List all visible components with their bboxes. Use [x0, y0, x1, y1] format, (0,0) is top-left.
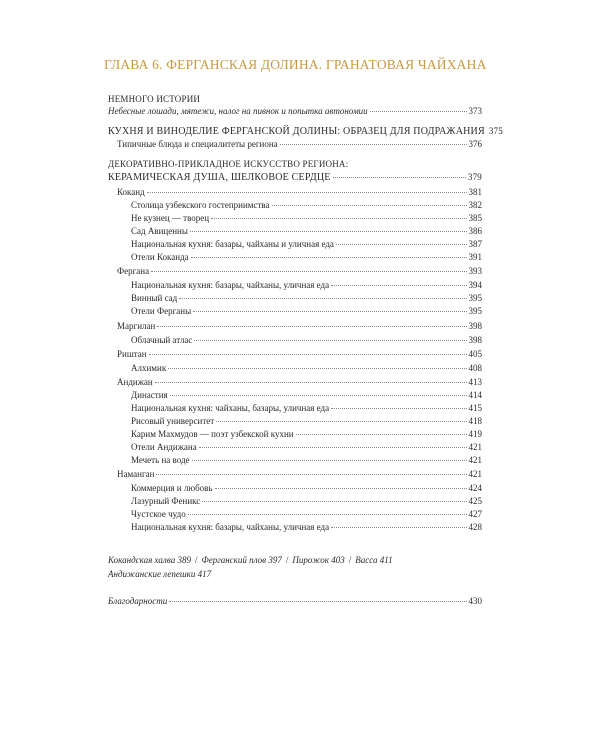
dot-leader: [157, 326, 466, 327]
toc-entry-title: Андижан: [117, 377, 153, 387]
toc-entry-title: Столица узбекского гостеприимства: [131, 200, 270, 210]
recipe-link[interactable]: Ферганский плов 397: [201, 555, 282, 565]
dot-leader: [155, 382, 467, 383]
toc-entry-page: 425: [468, 496, 482, 506]
toc-entry[interactable]: [131, 333, 482, 347]
dot-leader: [202, 501, 466, 502]
toc-entry[interactable]: [131, 388, 482, 402]
toc-entry-page: 395: [468, 306, 482, 316]
toc-entry-page: 427: [468, 509, 482, 519]
toc-entry-title: Сад Авиценны: [131, 226, 188, 236]
dot-leader: [216, 421, 466, 422]
toc-entry[interactable]: [131, 291, 482, 305]
toc-entry-page: 428: [468, 522, 482, 532]
toc-entry[interactable]: [131, 224, 482, 238]
toc-entry-title: Типичные блюда и специалитеты региона: [117, 139, 278, 149]
toc-entry-page: 373: [468, 106, 482, 116]
toc-entry-page: 387: [468, 239, 482, 249]
toc-entry[interactable]: [131, 304, 482, 318]
toc-entry-title: Мечеть на воде: [131, 455, 190, 465]
toc-entry-title: Облачный атлас: [131, 335, 193, 345]
dot-leader: [170, 395, 467, 396]
dot-leader: [156, 474, 466, 475]
toc-entry-title: Чустское чудо: [131, 509, 186, 519]
recipe-link[interactable]: Васса 411: [355, 555, 393, 565]
toc-entry-title: Национальная кухня: чайханы, базары, уличная еда: [131, 403, 330, 413]
toc-entry-title: Небесные лошади, мятежи, налог на пивнок и попытка автономии: [108, 106, 368, 116]
toc-entry-title: Фергана: [117, 266, 150, 276]
toc-entry-title: КЕРАМИЧЕСКАЯ ДУША, ШЕЛКОВОЕ СЕРДЦЕ: [108, 172, 331, 183]
toc-entry[interactable]: [117, 137, 482, 151]
toc-entry-page: 393: [468, 266, 482, 276]
toc-entry[interactable]: [131, 481, 482, 495]
toc-city-entry[interactable]: [117, 467, 482, 481]
toc-city-entry[interactable]: [117, 375, 482, 389]
dot-leader: [179, 298, 466, 299]
toc-entry-page: 421: [468, 442, 482, 452]
toc-entry-page: 386: [468, 226, 482, 236]
toc-entry-title: Национальная кухня: базары, чайханы, уличная еда: [131, 280, 330, 290]
dot-leader: [370, 111, 467, 112]
toc-entry[interactable]: [131, 520, 482, 534]
toc-entry[interactable]: [131, 250, 482, 264]
dot-leader: [199, 447, 467, 448]
dot-leader: [190, 231, 467, 232]
toc-entry-title: Коканд: [117, 187, 145, 197]
toc-entry[interactable]: [131, 278, 482, 292]
dot-leader: [272, 205, 467, 206]
chapter-title: ГЛАВА 6. ФЕРГАНСКАЯ ДОЛИНА. ГРАНАТОВАЯ ЧАЙХАНА: [104, 57, 487, 72]
toc-entry-page: 405: [468, 349, 482, 359]
toc-city-entry[interactable]: [117, 347, 482, 361]
toc-entry-title: Национальная кухня: базары, чайханы и уличная еда: [131, 239, 334, 249]
toc-entry[interactable]: [131, 198, 482, 212]
toc-entry-title: Коммерция и любовь: [131, 483, 213, 493]
dot-leader: [188, 514, 467, 515]
dot-leader: [192, 460, 467, 461]
toc-entry-title: Отели Коканда: [131, 252, 189, 262]
dot-leader: [211, 218, 466, 219]
toc-entry-title: Отели Ферганы: [131, 306, 192, 316]
toc-entry-page: 376: [468, 139, 482, 149]
toc-entry-page: 415: [468, 403, 482, 413]
toc-entry[interactable]: [131, 427, 482, 441]
dot-leader: [280, 144, 467, 145]
dot-leader: [149, 354, 467, 355]
dot-leader: [191, 257, 467, 258]
dot-leader: [331, 285, 466, 286]
toc-entry[interactable]: [108, 124, 503, 138]
toc-city-entry[interactable]: [117, 185, 482, 199]
dot-leader: [169, 601, 466, 602]
toc-entry-page: 395: [468, 293, 482, 303]
dot-leader: [151, 271, 466, 272]
toc-entry-title: Риштан: [117, 349, 147, 359]
toc-entry-title: Отели Андижана: [131, 442, 197, 452]
toc-entry[interactable]: [131, 401, 482, 415]
toc-entry-page: 394: [468, 280, 482, 290]
toc-entry-title: Винный сад: [131, 293, 178, 303]
separator: /: [348, 555, 352, 565]
toc-entry-page: 375: [488, 126, 503, 136]
toc-entry-title: Алхимик: [131, 363, 167, 373]
toc-entry-page: 414: [468, 390, 482, 400]
toc-entry-title: КУХНЯ И ВИНОДЕЛИЕ ФЕРГАНСКОЙ ДОЛИНЫ: ОБРАЗЕЦ ДЛЯ ПОДРАЖАНИЯ: [108, 126, 485, 137]
toc-entry[interactable]: [131, 237, 482, 251]
recipe-link[interactable]: Андижанские лепешки 417: [108, 569, 212, 579]
toc-entry-title: Благодарности: [108, 596, 168, 606]
toc-entry-page: 382: [468, 200, 482, 210]
toc-entry[interactable]: [131, 361, 482, 375]
toc-entry-acknowledgements[interactable]: [108, 594, 482, 608]
dot-leader: [193, 311, 466, 312]
toc-entry-page: 385: [468, 213, 482, 223]
toc-entry-title: Династия: [131, 390, 168, 400]
toc-entry[interactable]: [131, 507, 482, 521]
toc-entry-page: 413: [468, 377, 482, 387]
toc-entry[interactable]: [108, 104, 482, 118]
toc-entry-page: 424: [468, 483, 482, 493]
toc-entry-page: 421: [468, 469, 482, 479]
dot-leader: [333, 177, 466, 178]
dot-leader: [194, 340, 466, 341]
toc-entry-title: Национальная кухня: базары, чайханы, уличная еда: [131, 522, 330, 532]
dot-leader: [331, 527, 466, 528]
dot-leader: [215, 488, 467, 489]
toc-entry-page: 408: [468, 363, 482, 373]
dot-leader: [331, 408, 466, 409]
toc-entry-page: 381: [468, 187, 482, 197]
toc-city-entry[interactable]: [117, 319, 482, 333]
toc-entry-title: Наманган: [117, 469, 155, 479]
toc-entry-title: Рисовый университет: [131, 416, 215, 426]
dot-leader: [336, 244, 467, 245]
toc-entry[interactable]: [131, 494, 482, 508]
dot-leader: [147, 192, 467, 193]
toc-entry-title: Маргилан: [117, 321, 156, 331]
toc-entry[interactable]: [131, 440, 482, 454]
section-heading-history: НЕМНОГО ИСТОРИИ: [108, 94, 201, 104]
toc-entry-page: 430: [468, 596, 482, 606]
toc-entry-page: 391: [468, 252, 482, 262]
toc-city-entry[interactable]: [117, 264, 482, 278]
recipe-link[interactable]: Пирожок 403: [292, 555, 345, 565]
recipes-line-2: [108, 567, 211, 581]
dot-leader: [168, 368, 466, 369]
toc-entry[interactable]: [131, 211, 482, 225]
toc-entry-title: Лазурный Феникс: [131, 496, 201, 506]
toc-entry-page: 421: [468, 455, 482, 465]
dot-leader: [296, 434, 467, 435]
toc-entry[interactable]: [131, 414, 482, 428]
recipe-link[interactable]: Кокандская халва 389: [108, 555, 191, 565]
separator: /: [194, 555, 198, 565]
toc-entry-page: 379: [467, 172, 482, 182]
toc-entry-title: Карим Махмудов — поэт узбекской кухни: [131, 429, 294, 439]
recipes-line-1: [108, 553, 393, 567]
toc-entry[interactable]: [131, 453, 482, 467]
toc-entry-page: 398: [468, 321, 482, 331]
toc-entry-page: 398: [468, 335, 482, 345]
section-heading-crafts: ДЕКОРАТИВНО-ПРИКЛАДНОЕ ИСКУССТВО РЕГИОНА:: [108, 159, 349, 169]
toc-entry-page: 419: [468, 429, 482, 439]
separator: /: [285, 555, 289, 565]
toc-entry-page: 418: [468, 416, 482, 426]
toc-entry[interactable]: [108, 170, 482, 184]
toc-entry-title: Не кузнец — творец: [131, 213, 210, 223]
